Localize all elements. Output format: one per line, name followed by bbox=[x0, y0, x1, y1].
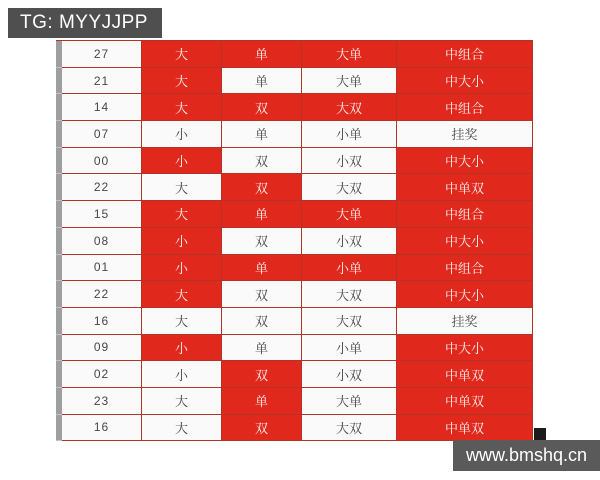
number-cell: 15 bbox=[62, 201, 142, 228]
number-cell: 27 bbox=[62, 41, 142, 68]
result-cell: 中大小 bbox=[397, 281, 533, 308]
parity-cell: 单 bbox=[222, 388, 302, 415]
parity-cell: 双 bbox=[222, 308, 302, 335]
combo-cell: 大单 bbox=[302, 201, 397, 228]
size-cell: 小 bbox=[142, 121, 222, 148]
number-cell: 16 bbox=[62, 415, 142, 442]
number-cell: 02 bbox=[62, 361, 142, 388]
combo-cell: 小双 bbox=[302, 148, 397, 175]
size-cell: 大 bbox=[142, 388, 222, 415]
size-cell: 大 bbox=[142, 281, 222, 308]
number-cell: 08 bbox=[62, 228, 142, 255]
parity-cell: 双 bbox=[222, 174, 302, 201]
size-cell: 大 bbox=[142, 174, 222, 201]
parity-cell: 单 bbox=[222, 41, 302, 68]
number-cell: 22 bbox=[62, 281, 142, 308]
result-cell: 中大小 bbox=[397, 335, 533, 362]
result-cell: 中大小 bbox=[397, 68, 533, 95]
number-cell: 21 bbox=[62, 68, 142, 95]
number-cell: 01 bbox=[62, 255, 142, 282]
combo-cell: 大单 bbox=[302, 388, 397, 415]
watermark-url: www.bmshq.cn bbox=[453, 440, 600, 471]
combo-cell: 小单 bbox=[302, 335, 397, 362]
number-cell: 00 bbox=[62, 148, 142, 175]
result-cell: 挂奖 bbox=[397, 121, 533, 148]
combo-cell: 大单 bbox=[302, 41, 397, 68]
combo-cell: 小单 bbox=[302, 121, 397, 148]
number-cell: 14 bbox=[62, 94, 142, 121]
combo-cell: 小单 bbox=[302, 255, 397, 282]
result-cell: 中组合 bbox=[397, 255, 533, 282]
combo-cell: 小双 bbox=[302, 228, 397, 255]
size-cell: 小 bbox=[142, 228, 222, 255]
combo-cell: 大双 bbox=[302, 174, 397, 201]
size-cell: 小 bbox=[142, 335, 222, 362]
parity-cell: 单 bbox=[222, 255, 302, 282]
size-cell: 大 bbox=[142, 41, 222, 68]
size-cell: 大 bbox=[142, 201, 222, 228]
result-cell: 中大小 bbox=[397, 228, 533, 255]
parity-cell: 双 bbox=[222, 94, 302, 121]
results-table bbox=[56, 40, 533, 441]
result-cell: 挂奖 bbox=[397, 308, 533, 335]
result-cell: 中大小 bbox=[397, 148, 533, 175]
scrollbar-thumb[interactable] bbox=[534, 428, 546, 440]
number-cell: 23 bbox=[62, 388, 142, 415]
parity-cell: 双 bbox=[222, 415, 302, 442]
size-cell: 大 bbox=[142, 68, 222, 95]
combo-cell: 大双 bbox=[302, 281, 397, 308]
number-cell: 16 bbox=[62, 308, 142, 335]
result-cell: 中组合 bbox=[397, 201, 533, 228]
result-cell: 中组合 bbox=[397, 94, 533, 121]
size-cell: 大 bbox=[142, 308, 222, 335]
parity-cell: 双 bbox=[222, 228, 302, 255]
combo-cell: 大双 bbox=[302, 94, 397, 121]
size-cell: 大 bbox=[142, 415, 222, 442]
result-cell: 中单双 bbox=[397, 388, 533, 415]
number-cell: 22 bbox=[62, 174, 142, 201]
combo-cell: 大单 bbox=[302, 68, 397, 95]
result-cell: 中单双 bbox=[397, 361, 533, 388]
combo-cell: 小双 bbox=[302, 361, 397, 388]
parity-cell: 单 bbox=[222, 68, 302, 95]
size-cell: 小 bbox=[142, 361, 222, 388]
parity-cell: 单 bbox=[222, 335, 302, 362]
result-cell: 中单双 bbox=[397, 174, 533, 201]
parity-cell: 双 bbox=[222, 148, 302, 175]
number-cell: 07 bbox=[62, 121, 142, 148]
number-cell: 09 bbox=[62, 335, 142, 362]
size-cell: 大 bbox=[142, 94, 222, 121]
result-cell: 中组合 bbox=[397, 41, 533, 68]
channel-badge: TG: MYYJJPP bbox=[8, 8, 162, 38]
result-cell: 中单双 bbox=[397, 415, 533, 442]
size-cell: 小 bbox=[142, 255, 222, 282]
size-cell: 小 bbox=[142, 148, 222, 175]
combo-cell: 大双 bbox=[302, 308, 397, 335]
parity-cell: 单 bbox=[222, 121, 302, 148]
parity-cell: 单 bbox=[222, 201, 302, 228]
combo-cell: 大双 bbox=[302, 415, 397, 442]
parity-cell: 双 bbox=[222, 281, 302, 308]
parity-cell: 双 bbox=[222, 361, 302, 388]
